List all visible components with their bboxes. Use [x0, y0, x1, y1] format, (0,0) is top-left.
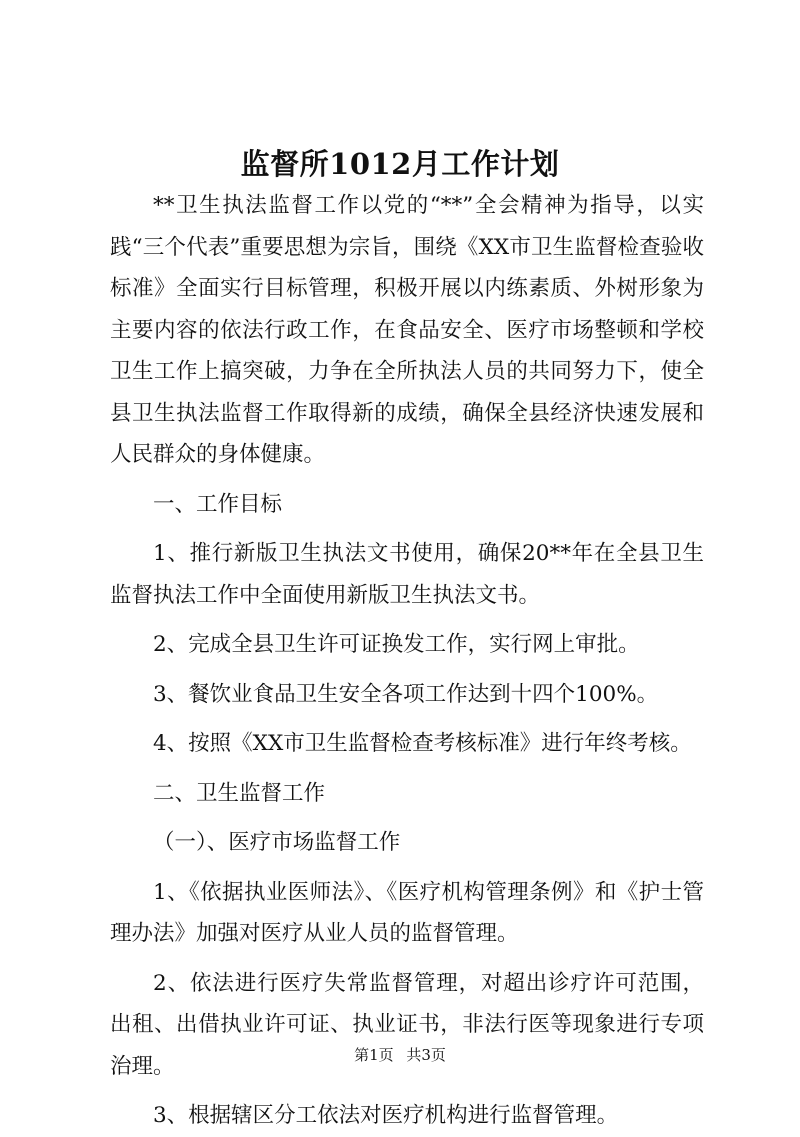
document-body: [110, 185, 704, 1137]
medical-item-1: 1、《依据执业医师法》、《医疗机构管理条例》和《护士管理办法》加强对医疗从业人员的监督管理。: [110, 879, 704, 946]
goal-item-1: 1、推行新版卫生执法文书使用，确保20**年在全县卫生监督执法工作中全面使用新版卫生执法文书。: [110, 541, 704, 608]
intro-paragraph: **卫生执法监督工作以党的“**”全会精神为指导，以实践“三个代表”重要思想为宗旨，围绕《XX市卫生监督检查验收标准》全面实行目标管理，积极开展以内练素质、外树形象为主要内容的依法行政工作，在食品安全、医疗市场整顿和学校卫生工作上搞突破，力争在全所执法人员的共同努力下，使全县卫生执法监督工作取得新的成绩，确保全县经济快速发展和人民群众的身体健康。: [110, 193, 704, 467]
document-title: 监督所1012月工作计划: [240, 147, 560, 181]
section-heading-goals: 一、工作目标: [153, 491, 283, 517]
subsection-heading-medical-market: （一）、医疗市场监督工作: [153, 830, 401, 855]
goal-item-4: 4、按照《XX市卫生监督检查考核标准》进行年终考核。: [153, 731, 692, 756]
page-total: 共3页: [406, 1046, 446, 1064]
medical-item-2: 2、依法进行医疗失常监督管理，对超出诊疗许可范围，出租、出借执业许可证、执业证书，非法行医等现象进行专项治理。: [110, 970, 704, 1079]
page-footer: [0, 1044, 800, 1065]
section-heading-supervision: 二、卫生监督工作: [153, 780, 326, 806]
medical-item-3: 3、根据辖区分工依法对医疗机构进行监督管理。: [153, 1103, 619, 1128]
goal-item-3: 3、餐饮业食品卫生安全各项工作达到十四个100%。: [153, 681, 659, 707]
page-number: 第1页: [354, 1046, 394, 1064]
goal-item-2: 2、完成全县卫生许可证换发工作，实行网上审批。: [153, 632, 640, 657]
